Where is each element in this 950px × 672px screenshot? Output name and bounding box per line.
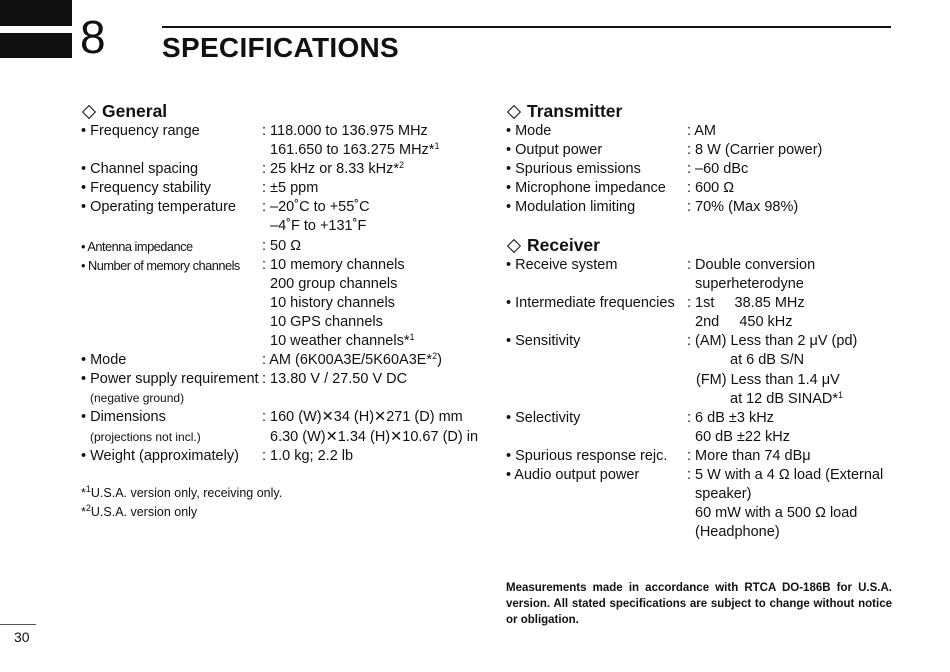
spec-row-receive-system-2: superheterodyne xyxy=(695,276,804,293)
page-number-rule xyxy=(0,624,36,625)
spec-row-tx-modulation: • Modulation limiting : 70% (Max 98%) xyxy=(506,199,799,216)
footnote-2: *$^2$U.S.A. version only xyxy=(81,503,198,519)
spec-row-tx-mode: • Mode : AM xyxy=(506,123,717,139)
spec-row-selectivity-2: 60 dB ±22 kHz xyxy=(695,428,791,445)
diamond-icon xyxy=(82,104,96,118)
spec-row-operating-temperature-2: –4˚F to +131˚F xyxy=(270,218,367,235)
spec-row-audio-output: • Audio output power : 5 W with a 4 Ω load (External xyxy=(506,467,884,484)
spec-row-tx-output-power: • Output power : 8 W (Carrier power) xyxy=(506,142,823,159)
spec-row-tx-spurious: • Spurious emissions : –60 dBc xyxy=(506,161,749,178)
page-number: 30 xyxy=(14,629,30,645)
power-supply-note: (negative ground) xyxy=(90,391,185,406)
transmitter-heading: Transmitter xyxy=(506,101,822,122)
spec-row-dimensions: • Dimensions : 160 (W)✕34 (H)✕271 (D) mm xyxy=(81,409,463,426)
chapter-number: 8 xyxy=(80,11,106,63)
spec-row-audio-output-2: speaker) xyxy=(695,486,752,503)
spec-row-antenna-impedance: • Antenna impedance : 50 Ω xyxy=(81,237,302,254)
spec-row-weight: • Weight (approximately) : 1.0 kg; 2.2 lb xyxy=(81,447,354,464)
transmitter-section xyxy=(506,101,822,217)
spec-row-memory-channels-2: 200 group channels xyxy=(270,275,398,292)
spec-row-intermediate-2: 2nd 450 kHz xyxy=(695,314,793,331)
diamond-icon xyxy=(507,238,521,252)
spec-row-memory-channels-3: 10 history channels xyxy=(270,294,395,311)
spec-row-audio-output-3: 60 mW with a 500 Ω load xyxy=(695,505,858,522)
spec-row-power-supply: • Power supply requirement : 13.80 V / 27.50 V DC xyxy=(81,371,408,388)
spec-row-tx-mic-impedance: • Microphone impedance : 600 Ω xyxy=(506,180,735,197)
footnote-1: *$^1$U.S.A. version only, receiving only. xyxy=(81,484,283,500)
spec-row-spurious-rejection: • Spurious response rejc. : More than 74 dBμ xyxy=(506,447,811,464)
spec-row-sensitivity-3: (FM) Less than 1.4 μV xyxy=(696,371,840,388)
measurement-note: Measurements made in accordance with RTCA DO-186B for U.S.A. version. All stated specifications are subject to change without notice or obligation. xyxy=(506,582,892,626)
general-section xyxy=(81,101,478,466)
spec-row-sensitivity: • Sensitivity : (AM) Less than 2 μV (pd) xyxy=(506,333,858,350)
receiver-section xyxy=(506,235,883,542)
spec-row-operating-temperature: • Operating temperature : –20˚C to +55˚C xyxy=(81,199,370,216)
spec-row-sensitivity-2: at 6 dB S/N xyxy=(730,352,805,369)
chapter-title: SPECIFICATIONS xyxy=(162,32,400,63)
spec-row-frequency-range-2: 161.650 to 163.275 MHz*$^1$ xyxy=(270,141,440,159)
spec-row-intermediate: • Intermediate frequencies : 1st 38.85 MHz xyxy=(506,295,805,312)
diamond-icon xyxy=(507,104,521,118)
general-heading: General xyxy=(81,101,478,122)
spec-row-sensitivity-4: at 12 dB SINAD*$^1$ xyxy=(730,389,844,407)
spec-row-audio-output-4: (Headphone) xyxy=(695,524,780,541)
spec-row-memory-channels-5: 10 weather channels*$^1$ xyxy=(270,332,415,350)
spec-row-channel-spacing: • Channel spacing : 25 kHz or 8.33 kHz*$^2$ xyxy=(81,160,405,178)
spec-row-mode: • Mode : AM (6K00A3E/5K60A3E*$^2$) xyxy=(81,351,442,369)
spec-row-memory-channels-4: 10 GPS channels xyxy=(270,313,383,330)
spec-row-frequency-range: • Frequency range : 118.000 to 136.975 MHz xyxy=(81,123,428,139)
chapter-tab-top xyxy=(0,0,72,26)
spec-row-receive-system: • Receive system : Double conversion xyxy=(506,257,816,273)
receiver-heading: Receiver xyxy=(506,235,883,256)
spec-row-dimensions-2: (projections not incl.) 6.30 (W)✕1.34 (H)✕10.67 (D) in xyxy=(90,428,479,445)
chapter-tab-bottom xyxy=(0,33,72,58)
spec-row-memory-channels: • Number of memory channels : 10 memory channels xyxy=(81,256,405,273)
chapter-rule xyxy=(162,26,891,28)
spec-row-selectivity: • Selectivity : 6 dB ±3 kHz xyxy=(506,409,774,426)
spec-row-frequency-stability: • Frequency stability : ±5 ppm xyxy=(81,180,319,197)
